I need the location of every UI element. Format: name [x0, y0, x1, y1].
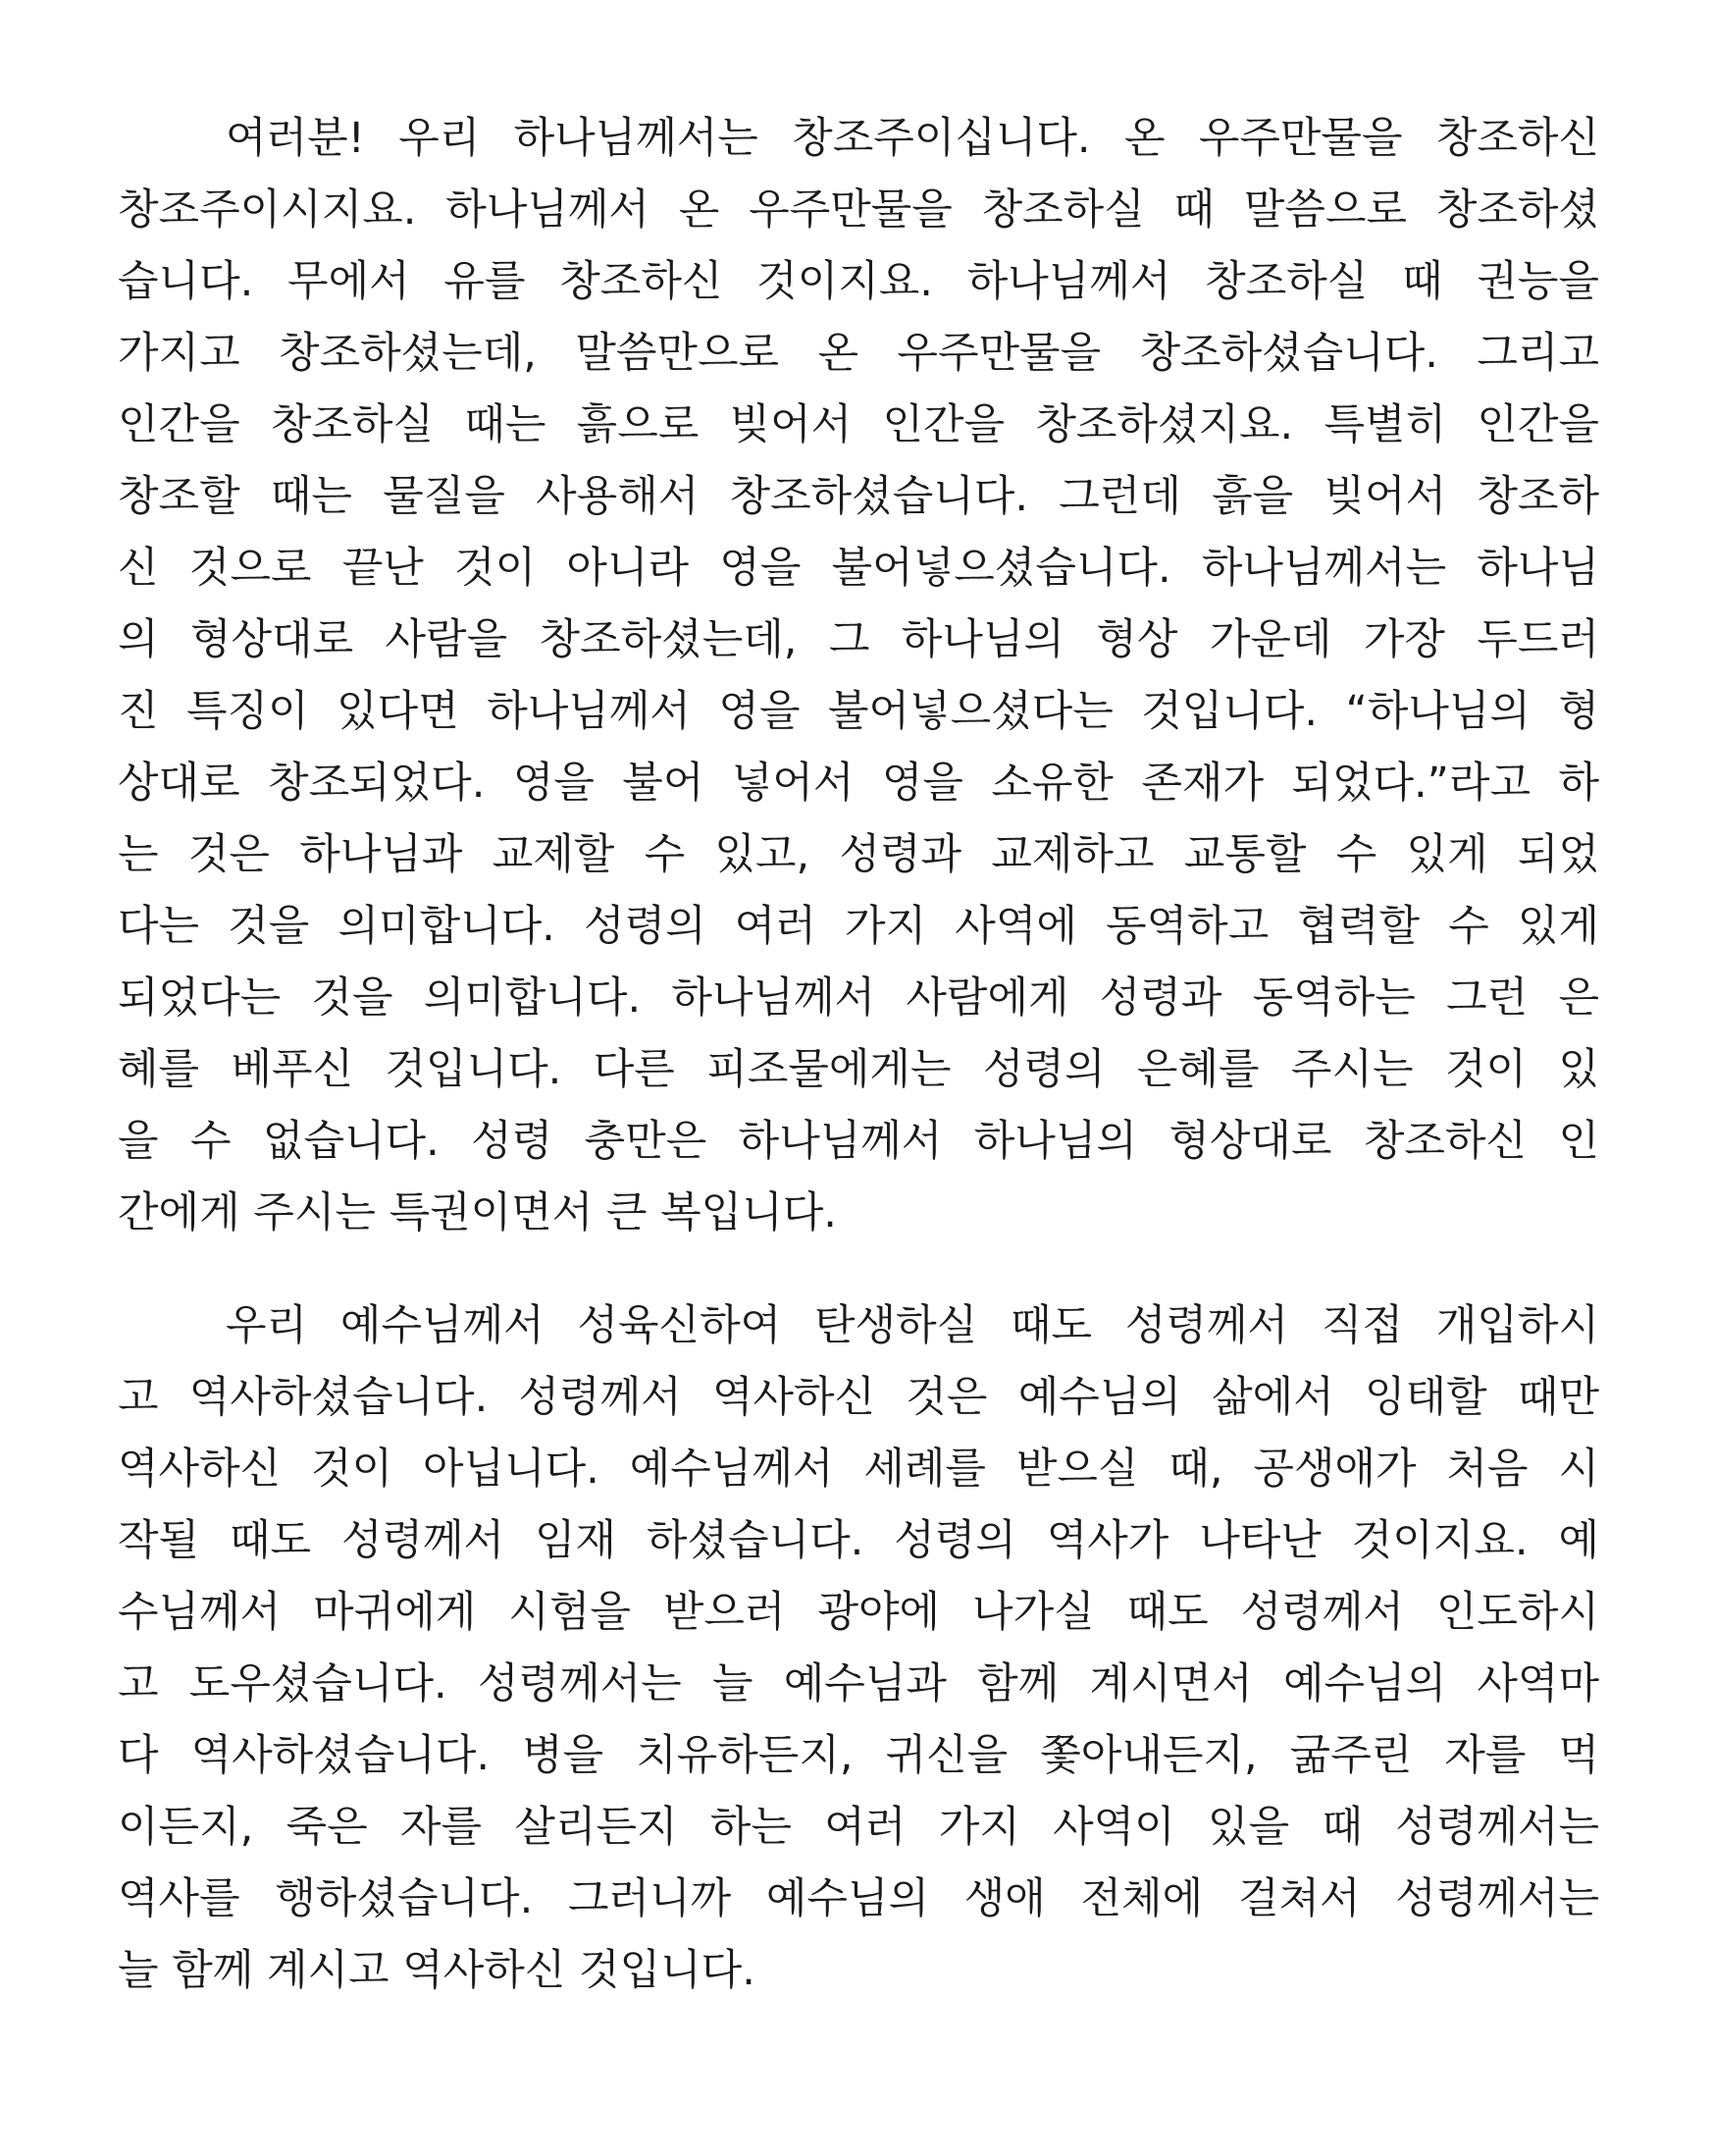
text-line: 우리 예수님께서 성육신하여 탄생하실 때도 성령께서 직접 개입하시 — [226, 1301, 1599, 1350]
text-line: 역사하신 것이 아닙니다. 예수님께서 세례를 받으실 때, 공생애가 처음 시 — [118, 1445, 1599, 1494]
text-line: 습니다. 무에서 유를 창조하신 것이지요. 하나님께서 창조하실 때 권능을 — [118, 257, 1599, 306]
text-line: 고 도우셨습니다. 성령께서는 늘 예수님과 함께 계시면서 예수님의 사역마 — [118, 1659, 1599, 1709]
text-line: 가지고 창조하셨는데, 말씀만으로 온 우주만물을 창조하셨습니다. 그리고 — [118, 329, 1599, 378]
text-line: 여러분! 우리 하나님께서는 창조주이십니다. 온 우주만물을 창조하신 — [226, 114, 1599, 163]
text-line: 혜를 베푸신 것입니다. 다른 피조물에게는 성령의 은혜를 주시는 것이 있 — [118, 1045, 1599, 1094]
text-line: 다 역사하셨습니다. 병을 치유하든지, 귀신을 쫓아내든지, 굶주린 자를 먹 — [118, 1731, 1599, 1780]
text-line: 고 역사하셨습니다. 성령께서 역사하신 것은 예수님의 삶에서 잉태할 때만 — [118, 1373, 1599, 1422]
text-line: 작될 때도 성령께서 임재 하셨습니다. 성령의 역사가 나타난 것이지요. 예 — [118, 1516, 1599, 1565]
text-line: 간에게 주시는 특권이면서 큰 복입니다. — [118, 1188, 837, 1237]
text-line: 창조주이시지요. 하나님께서 온 우주만물을 창조하실 때 말씀으로 창조하셨 — [118, 185, 1599, 235]
text-line: 의 형상대로 사람을 창조하셨는데, 그 하나님의 형상 가운데 가장 두드러 — [118, 615, 1599, 664]
text-line: 역사를 행하셨습니다. 그러니까 예수님의 생애 전체에 걸쳐서 성령께서는 — [118, 1874, 1599, 1923]
text-line: 수님께서 마귀에게 시험을 받으러 광야에 나가실 때도 성령께서 인도하시 — [118, 1588, 1599, 1637]
text-line: 창조할 때는 물질을 사용해서 창조하셨습니다. 그런데 흙을 빚어서 창조하 — [118, 472, 1599, 521]
paragraph-2 — [118, 1290, 1599, 2007]
text-line: 는 것은 하나님과 교제할 수 있고, 성령과 교제하고 교통할 수 있게 되었 — [118, 830, 1599, 879]
text-line: 을 수 없습니다. 성령 충만은 하나님께서 하나님의 형상대로 창조하신 인 — [118, 1117, 1599, 1166]
text-line: 다는 것을 의미합니다. 성령의 여러 가지 사역에 동역하고 협력할 수 있게 — [118, 902, 1599, 951]
text-line: 상대로 창조되었다. 영을 불어 넣어서 영을 소유한 존재가 되었다.”라고 하 — [118, 759, 1599, 808]
text-line: 늘 함께 계시고 역사하신 것입니다. — [118, 1946, 755, 1995]
text-line: 되었다는 것을 의미합니다. 하나님께서 사람에게 성령과 동역하는 그런 은 — [118, 973, 1599, 1023]
text-line: 신 것으로 끝난 것이 아니라 영을 불어넣으셨습니다. 하나님께서는 하나님 — [118, 544, 1599, 593]
paragraph-1 — [118, 103, 1599, 1249]
text-line: 인간을 창조하실 때는 흙으로 빚어서 인간을 창조하셨지요. 특별히 인간을 — [118, 400, 1599, 449]
text-line: 이든지, 죽은 자를 살리든지 하는 여러 가지 사역이 있을 때 성령께서는 — [118, 1803, 1599, 1852]
text-line: 진 특징이 있다면 하나님께서 영을 불어넣으셨다는 것입니다. “하나님의 형 — [118, 687, 1599, 736]
